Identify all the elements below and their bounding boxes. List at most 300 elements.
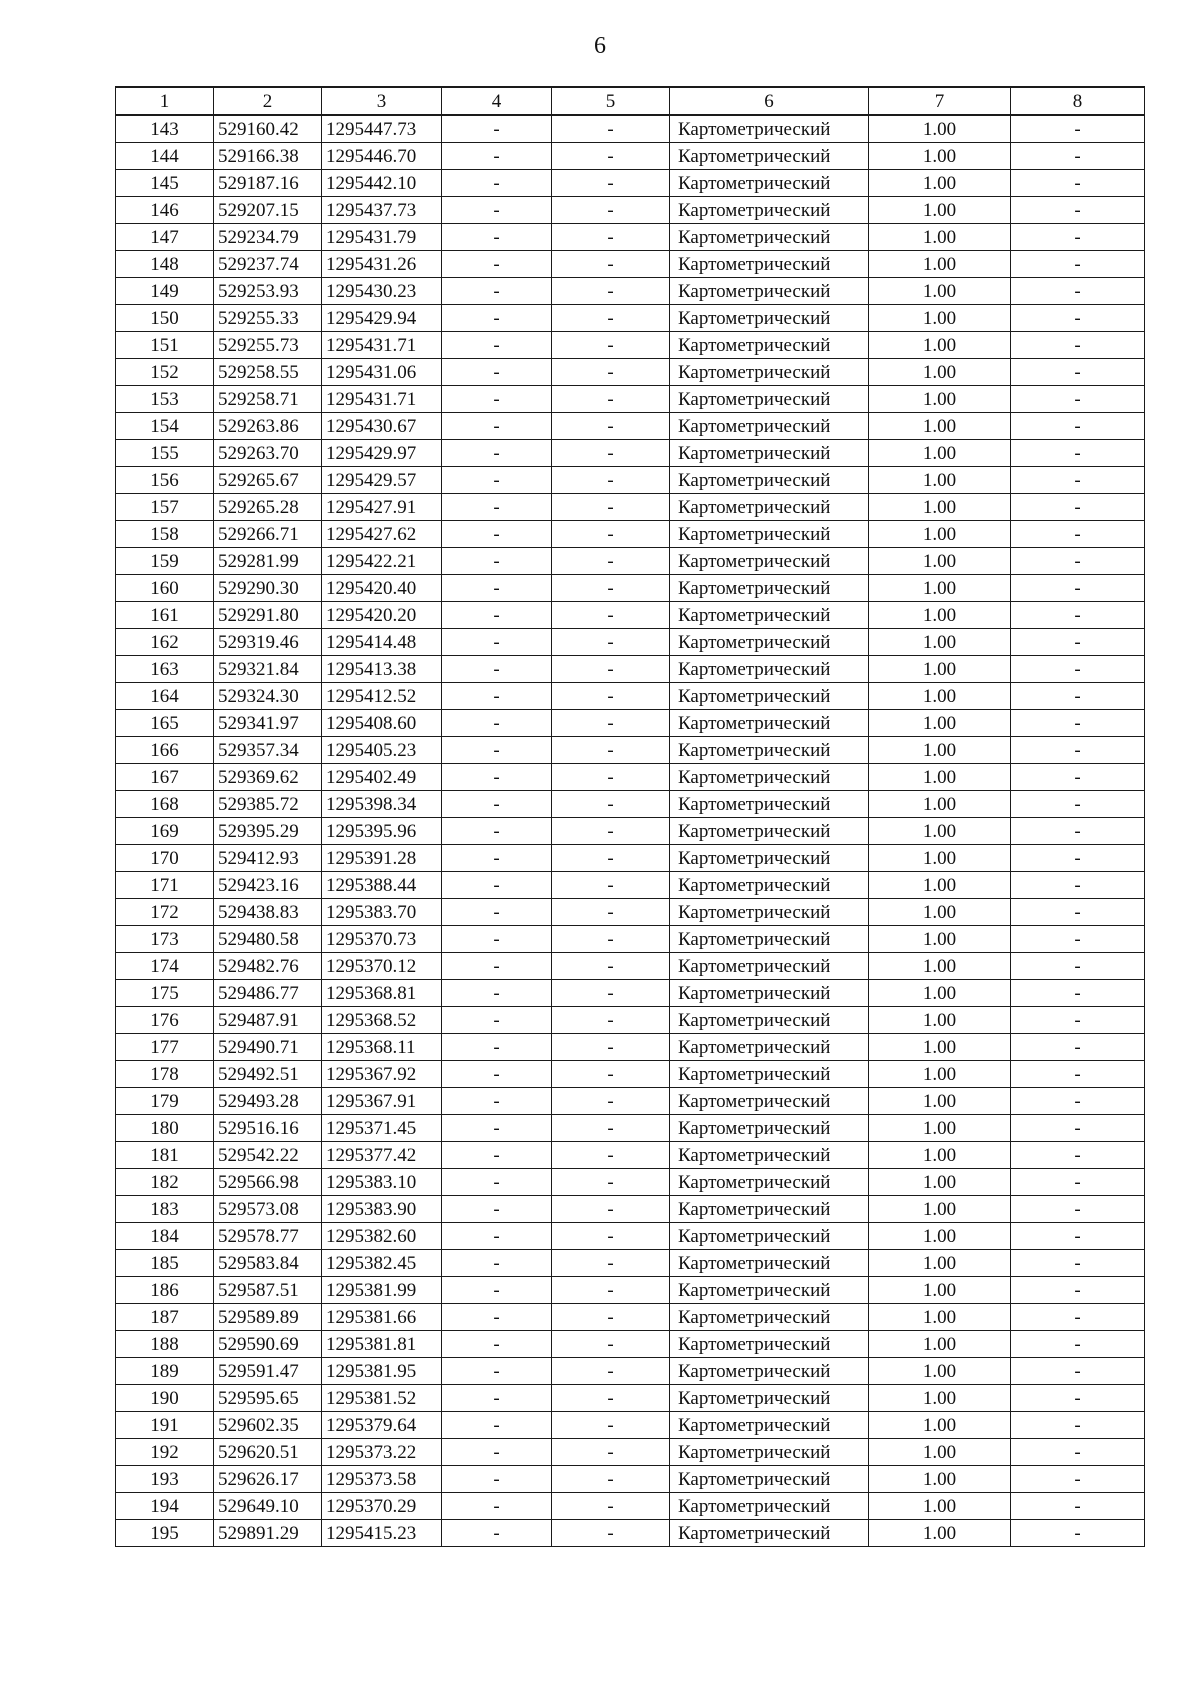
column-4-cell: - [442, 1223, 552, 1250]
x-coordinate-cell: 529291.80 [214, 602, 322, 629]
point-number-cell: 154 [116, 413, 214, 440]
column-8-cell: - [1011, 1412, 1145, 1439]
x-coordinate-cell: 529490.71 [214, 1034, 322, 1061]
accuracy-cell: 1.00 [869, 386, 1011, 413]
accuracy-cell: 1.00 [869, 440, 1011, 467]
column-5-cell: - [552, 332, 670, 359]
column-header-6: 6 [670, 87, 869, 115]
table-row [116, 575, 1145, 602]
column-4-cell: - [442, 1358, 552, 1385]
method-cell: Картометрический [670, 737, 869, 764]
table-row [116, 737, 1145, 764]
accuracy-cell: 1.00 [869, 1007, 1011, 1034]
method-cell: Картометрический [670, 115, 869, 143]
y-coordinate-cell: 1295431.26 [322, 251, 442, 278]
point-number-cell: 176 [116, 1007, 214, 1034]
column-8-cell: - [1011, 1223, 1145, 1250]
x-coordinate-cell: 529480.58 [214, 926, 322, 953]
column-header-3: 3 [322, 87, 442, 115]
column-4-cell: - [442, 494, 552, 521]
accuracy-cell: 1.00 [869, 953, 1011, 980]
column-8-cell: - [1011, 683, 1145, 710]
column-5-cell: - [552, 791, 670, 818]
accuracy-cell: 1.00 [869, 1250, 1011, 1277]
column-4-cell: - [442, 980, 552, 1007]
column-8-cell: - [1011, 710, 1145, 737]
method-cell: Картометрический [670, 575, 869, 602]
y-coordinate-cell: 1295381.52 [322, 1385, 442, 1412]
table-row [116, 926, 1145, 953]
x-coordinate-cell: 529187.16 [214, 170, 322, 197]
accuracy-cell: 1.00 [869, 1061, 1011, 1088]
y-coordinate-cell: 1295373.22 [322, 1439, 442, 1466]
column-4-cell: - [442, 1061, 552, 1088]
y-coordinate-cell: 1295408.60 [322, 710, 442, 737]
accuracy-cell: 1.00 [869, 115, 1011, 143]
x-coordinate-cell: 529266.71 [214, 521, 322, 548]
column-5-cell: - [552, 1088, 670, 1115]
x-coordinate-cell: 529591.47 [214, 1358, 322, 1385]
x-coordinate-cell: 529486.77 [214, 980, 322, 1007]
column-8-cell: - [1011, 602, 1145, 629]
table-row [116, 494, 1145, 521]
point-number-cell: 148 [116, 251, 214, 278]
column-8-cell: - [1011, 1142, 1145, 1169]
method-cell: Картометрический [670, 521, 869, 548]
column-5-cell: - [552, 278, 670, 305]
x-coordinate-cell: 529258.55 [214, 359, 322, 386]
column-5-cell: - [552, 1223, 670, 1250]
column-8-cell: - [1011, 737, 1145, 764]
column-8-cell: - [1011, 980, 1145, 1007]
method-cell: Картометрический [670, 197, 869, 224]
x-coordinate-cell: 529255.33 [214, 305, 322, 332]
accuracy-cell: 1.00 [869, 818, 1011, 845]
y-coordinate-cell: 1295395.96 [322, 818, 442, 845]
accuracy-cell: 1.00 [869, 1169, 1011, 1196]
x-coordinate-cell: 529160.42 [214, 115, 322, 143]
method-cell: Картометрический [670, 1196, 869, 1223]
accuracy-cell: 1.00 [869, 1331, 1011, 1358]
point-number-cell: 180 [116, 1115, 214, 1142]
x-coordinate-cell: 529324.30 [214, 683, 322, 710]
accuracy-cell: 1.00 [869, 926, 1011, 953]
column-4-cell: - [442, 1466, 552, 1493]
y-coordinate-cell: 1295379.64 [322, 1412, 442, 1439]
column-8-cell: - [1011, 224, 1145, 251]
y-coordinate-cell: 1295415.23 [322, 1520, 442, 1547]
y-coordinate-cell: 1295430.67 [322, 413, 442, 440]
x-coordinate-cell: 529290.30 [214, 575, 322, 602]
accuracy-cell: 1.00 [869, 1520, 1011, 1547]
table-row [116, 710, 1145, 737]
column-4-cell: - [442, 629, 552, 656]
column-4-cell: - [442, 278, 552, 305]
accuracy-cell: 1.00 [869, 629, 1011, 656]
point-number-cell: 143 [116, 115, 214, 143]
column-5-cell: - [552, 1412, 670, 1439]
column-8-cell: - [1011, 1034, 1145, 1061]
column-4-cell: - [442, 1142, 552, 1169]
column-5-cell: - [552, 1250, 670, 1277]
table-row [116, 1358, 1145, 1385]
column-5-cell: - [552, 1466, 670, 1493]
x-coordinate-cell: 529493.28 [214, 1088, 322, 1115]
accuracy-cell: 1.00 [869, 1142, 1011, 1169]
column-4-cell: - [442, 926, 552, 953]
method-cell: Картометрический [670, 1223, 869, 1250]
column-4-cell: - [442, 1385, 552, 1412]
table-row [116, 278, 1145, 305]
x-coordinate-cell: 529516.16 [214, 1115, 322, 1142]
column-4-cell: - [442, 1115, 552, 1142]
y-coordinate-cell: 1295381.81 [322, 1331, 442, 1358]
column-8-cell: - [1011, 467, 1145, 494]
column-header-2: 2 [214, 87, 322, 115]
y-coordinate-cell: 1295429.57 [322, 467, 442, 494]
accuracy-cell: 1.00 [869, 143, 1011, 170]
y-coordinate-cell: 1295429.97 [322, 440, 442, 467]
column-8-cell: - [1011, 1115, 1145, 1142]
accuracy-cell: 1.00 [869, 1223, 1011, 1250]
method-cell: Картометрический [670, 1385, 869, 1412]
column-4-cell: - [442, 1439, 552, 1466]
accuracy-cell: 1.00 [869, 1304, 1011, 1331]
accuracy-cell: 1.00 [869, 1439, 1011, 1466]
x-coordinate-cell: 529891.29 [214, 1520, 322, 1547]
point-number-cell: 179 [116, 1088, 214, 1115]
y-coordinate-cell: 1295383.70 [322, 899, 442, 926]
y-coordinate-cell: 1295427.62 [322, 521, 442, 548]
point-number-cell: 145 [116, 170, 214, 197]
column-4-cell: - [442, 1169, 552, 1196]
method-cell: Картометрический [670, 656, 869, 683]
column-5-cell: - [552, 899, 670, 926]
column-5-cell: - [552, 683, 670, 710]
column-4-cell: - [442, 386, 552, 413]
x-coordinate-cell: 529587.51 [214, 1277, 322, 1304]
table-row [116, 1034, 1145, 1061]
column-5-cell: - [552, 845, 670, 872]
x-coordinate-cell: 529589.89 [214, 1304, 322, 1331]
column-8-cell: - [1011, 1520, 1145, 1547]
column-4-cell: - [442, 1250, 552, 1277]
accuracy-cell: 1.00 [869, 899, 1011, 926]
method-cell: Картометрический [670, 170, 869, 197]
column-4-cell: - [442, 170, 552, 197]
column-5-cell: - [552, 494, 670, 521]
table-row [116, 386, 1145, 413]
accuracy-cell: 1.00 [869, 1196, 1011, 1223]
column-8-cell: - [1011, 1277, 1145, 1304]
x-coordinate-cell: 529281.99 [214, 548, 322, 575]
column-header-4: 4 [442, 87, 552, 115]
method-cell: Картометрический [670, 494, 869, 521]
column-8-cell: - [1011, 1007, 1145, 1034]
table-row [116, 1007, 1145, 1034]
x-coordinate-cell: 529423.16 [214, 872, 322, 899]
column-header-1: 1 [116, 87, 214, 115]
table-row [116, 818, 1145, 845]
accuracy-cell: 1.00 [869, 467, 1011, 494]
column-5-cell: - [552, 1277, 670, 1304]
column-4-cell: - [442, 1331, 552, 1358]
column-4-cell: - [442, 656, 552, 683]
accuracy-cell: 1.00 [869, 1277, 1011, 1304]
table-row [116, 224, 1145, 251]
column-4-cell: - [442, 1493, 552, 1520]
point-number-cell: 157 [116, 494, 214, 521]
accuracy-cell: 1.00 [869, 251, 1011, 278]
accuracy-cell: 1.00 [869, 737, 1011, 764]
table-row [116, 359, 1145, 386]
point-number-cell: 167 [116, 764, 214, 791]
column-8-cell: - [1011, 899, 1145, 926]
x-coordinate-cell: 529595.65 [214, 1385, 322, 1412]
accuracy-cell: 1.00 [869, 359, 1011, 386]
accuracy-cell: 1.00 [869, 683, 1011, 710]
table-row [116, 656, 1145, 683]
table-row [116, 305, 1145, 332]
x-coordinate-cell: 529385.72 [214, 791, 322, 818]
method-cell: Картометрический [670, 1412, 869, 1439]
y-coordinate-cell: 1295414.48 [322, 629, 442, 656]
column-5-cell: - [552, 1358, 670, 1385]
column-8-cell: - [1011, 143, 1145, 170]
column-5-cell: - [552, 710, 670, 737]
accuracy-cell: 1.00 [869, 1412, 1011, 1439]
point-number-cell: 190 [116, 1385, 214, 1412]
x-coordinate-cell: 529263.86 [214, 413, 322, 440]
page-number: 6 [594, 33, 606, 59]
table-row [116, 467, 1145, 494]
column-5-cell: - [552, 1439, 670, 1466]
y-coordinate-cell: 1295427.91 [322, 494, 442, 521]
method-cell: Картометрический [670, 953, 869, 980]
method-cell: Картометрический [670, 1466, 869, 1493]
point-number-cell: 158 [116, 521, 214, 548]
column-8-cell: - [1011, 1466, 1145, 1493]
accuracy-cell: 1.00 [869, 494, 1011, 521]
method-cell: Картометрический [670, 791, 869, 818]
x-coordinate-cell: 529265.28 [214, 494, 322, 521]
column-5-cell: - [552, 1061, 670, 1088]
column-8-cell: - [1011, 521, 1145, 548]
column-5-cell: - [552, 1169, 670, 1196]
y-coordinate-cell: 1295431.71 [322, 332, 442, 359]
accuracy-cell: 1.00 [869, 1358, 1011, 1385]
column-8-cell: - [1011, 1493, 1145, 1520]
x-coordinate-cell: 529258.71 [214, 386, 322, 413]
column-5-cell: - [552, 197, 670, 224]
table-row [116, 332, 1145, 359]
point-number-cell: 187 [116, 1304, 214, 1331]
method-cell: Картометрический [670, 710, 869, 737]
method-cell: Картометрический [670, 1439, 869, 1466]
table-row [116, 143, 1145, 170]
column-4-cell: - [442, 413, 552, 440]
accuracy-cell: 1.00 [869, 575, 1011, 602]
column-5-cell: - [552, 1142, 670, 1169]
method-cell: Картометрический [670, 629, 869, 656]
point-number-cell: 182 [116, 1169, 214, 1196]
accuracy-cell: 1.00 [869, 521, 1011, 548]
x-coordinate-cell: 529626.17 [214, 1466, 322, 1493]
point-number-cell: 191 [116, 1412, 214, 1439]
table-row [116, 1250, 1145, 1277]
accuracy-cell: 1.00 [869, 224, 1011, 251]
column-5-cell: - [552, 251, 670, 278]
column-8-cell: - [1011, 656, 1145, 683]
accuracy-cell: 1.00 [869, 845, 1011, 872]
column-8-cell: - [1011, 305, 1145, 332]
column-8-cell: - [1011, 1169, 1145, 1196]
table-body [116, 115, 1145, 1547]
x-coordinate-cell: 529566.98 [214, 1169, 322, 1196]
method-cell: Картометрический [670, 278, 869, 305]
point-number-cell: 156 [116, 467, 214, 494]
accuracy-cell: 1.00 [869, 1493, 1011, 1520]
method-cell: Картометрический [670, 683, 869, 710]
column-8-cell: - [1011, 926, 1145, 953]
column-8-cell: - [1011, 1088, 1145, 1115]
method-cell: Картометрический [670, 899, 869, 926]
y-coordinate-cell: 1295383.10 [322, 1169, 442, 1196]
point-number-cell: 144 [116, 143, 214, 170]
column-5-cell: - [552, 1331, 670, 1358]
method-cell: Картометрический [670, 548, 869, 575]
column-5-cell: - [552, 1520, 670, 1547]
y-coordinate-cell: 1295413.38 [322, 656, 442, 683]
y-coordinate-cell: 1295381.66 [322, 1304, 442, 1331]
method-cell: Картометрический [670, 1088, 869, 1115]
method-cell: Картометрический [670, 1115, 869, 1142]
method-cell: Картометрический [670, 1358, 869, 1385]
column-8-cell: - [1011, 251, 1145, 278]
y-coordinate-cell: 1295381.95 [322, 1358, 442, 1385]
method-cell: Картометрический [670, 926, 869, 953]
table-row [116, 1277, 1145, 1304]
y-coordinate-cell: 1295370.29 [322, 1493, 442, 1520]
x-coordinate-cell: 529321.84 [214, 656, 322, 683]
column-8-cell: - [1011, 1250, 1145, 1277]
column-5-cell: - [552, 143, 670, 170]
column-8-cell: - [1011, 278, 1145, 305]
y-coordinate-cell: 1295431.06 [322, 359, 442, 386]
column-4-cell: - [442, 602, 552, 629]
column-8-cell: - [1011, 494, 1145, 521]
y-coordinate-cell: 1295373.58 [322, 1466, 442, 1493]
coordinates-table [115, 86, 1145, 1547]
column-8-cell: - [1011, 1061, 1145, 1088]
x-coordinate-cell: 529265.67 [214, 467, 322, 494]
accuracy-cell: 1.00 [869, 656, 1011, 683]
table-row [116, 1520, 1145, 1547]
y-coordinate-cell: 1295412.52 [322, 683, 442, 710]
column-4-cell: - [442, 305, 552, 332]
y-coordinate-cell: 1295367.92 [322, 1061, 442, 1088]
column-8-cell: - [1011, 440, 1145, 467]
y-coordinate-cell: 1295383.90 [322, 1196, 442, 1223]
column-5-cell: - [552, 521, 670, 548]
y-coordinate-cell: 1295368.11 [322, 1034, 442, 1061]
table-row [116, 1412, 1145, 1439]
y-coordinate-cell: 1295381.99 [322, 1277, 442, 1304]
point-number-cell: 152 [116, 359, 214, 386]
column-4-cell: - [442, 1520, 552, 1547]
column-5-cell: - [552, 737, 670, 764]
column-4-cell: - [442, 1277, 552, 1304]
table-row [116, 197, 1145, 224]
y-coordinate-cell: 1295370.73 [322, 926, 442, 953]
column-5-cell: - [552, 115, 670, 143]
table-row [116, 899, 1145, 926]
column-5-cell: - [552, 1007, 670, 1034]
x-coordinate-cell: 529649.10 [214, 1493, 322, 1520]
point-number-cell: 159 [116, 548, 214, 575]
accuracy-cell: 1.00 [869, 872, 1011, 899]
y-coordinate-cell: 1295431.71 [322, 386, 442, 413]
method-cell: Картометрический [670, 818, 869, 845]
header-row [116, 87, 1145, 115]
point-number-cell: 189 [116, 1358, 214, 1385]
method-cell: Картометрический [670, 224, 869, 251]
column-header-7: 7 [869, 87, 1011, 115]
y-coordinate-cell: 1295382.45 [322, 1250, 442, 1277]
column-4-cell: - [442, 764, 552, 791]
point-number-cell: 169 [116, 818, 214, 845]
table-row [116, 115, 1145, 143]
accuracy-cell: 1.00 [869, 548, 1011, 575]
column-5-cell: - [552, 548, 670, 575]
method-cell: Картометрический [670, 845, 869, 872]
point-number-cell: 151 [116, 332, 214, 359]
column-5-cell: - [552, 386, 670, 413]
point-number-cell: 175 [116, 980, 214, 1007]
column-4-cell: - [442, 440, 552, 467]
column-8-cell: - [1011, 845, 1145, 872]
x-coordinate-cell: 529602.35 [214, 1412, 322, 1439]
table-row [116, 1061, 1145, 1088]
accuracy-cell: 1.00 [869, 305, 1011, 332]
x-coordinate-cell: 529263.70 [214, 440, 322, 467]
table-row [116, 170, 1145, 197]
accuracy-cell: 1.00 [869, 278, 1011, 305]
x-coordinate-cell: 529620.51 [214, 1439, 322, 1466]
column-5-cell: - [552, 629, 670, 656]
accuracy-cell: 1.00 [869, 710, 1011, 737]
table-row [116, 548, 1145, 575]
y-coordinate-cell: 1295420.40 [322, 575, 442, 602]
column-4-cell: - [442, 548, 552, 575]
point-number-cell: 178 [116, 1061, 214, 1088]
accuracy-cell: 1.00 [869, 602, 1011, 629]
y-coordinate-cell: 1295422.21 [322, 548, 442, 575]
point-number-cell: 147 [116, 224, 214, 251]
column-8-cell: - [1011, 575, 1145, 602]
column-8-cell: - [1011, 764, 1145, 791]
method-cell: Картометрический [670, 1034, 869, 1061]
point-number-cell: 163 [116, 656, 214, 683]
point-number-cell: 192 [116, 1439, 214, 1466]
column-5-cell: - [552, 953, 670, 980]
table-row [116, 980, 1145, 1007]
accuracy-cell: 1.00 [869, 332, 1011, 359]
method-cell: Картометрический [670, 1250, 869, 1277]
method-cell: Картометрический [670, 1007, 869, 1034]
point-number-cell: 168 [116, 791, 214, 818]
y-coordinate-cell: 1295429.94 [322, 305, 442, 332]
